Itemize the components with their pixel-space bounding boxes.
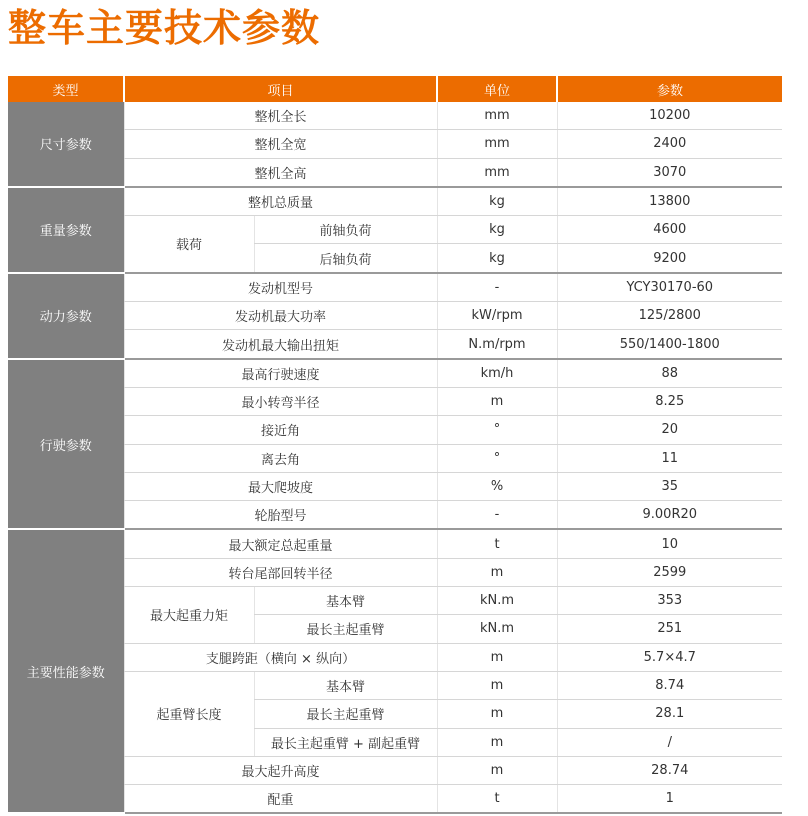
unit-cell: m [437, 558, 557, 586]
value-cell: 353 [557, 587, 782, 615]
table-row [8, 187, 782, 216]
item-cell: 支腿跨距（横向 × 纵向） [124, 643, 437, 671]
value-cell: 20 [557, 416, 782, 444]
item-cell: 离去角 [124, 444, 437, 472]
sub-item-cell: 后轴负荷 [254, 244, 437, 273]
item-cell: 载荷 [124, 216, 254, 273]
item-cell: 最大爬坡度 [124, 472, 437, 500]
item-cell: 发动机型号 [124, 273, 437, 302]
unit-cell: kg [437, 187, 557, 216]
header-type: 类型 [8, 76, 124, 102]
unit-cell: m [437, 756, 557, 784]
value-cell: 13800 [557, 187, 782, 216]
table-row [8, 558, 782, 586]
value-cell: 1 [557, 785, 782, 814]
unit-cell: mm [437, 158, 557, 187]
table-row [8, 302, 782, 330]
table-row [8, 472, 782, 500]
header-item: 项目 [124, 76, 437, 102]
table-row [8, 216, 782, 244]
value-cell: 35 [557, 472, 782, 500]
type-cell: 行驶参数 [8, 359, 124, 530]
value-cell: 125/2800 [557, 302, 782, 330]
unit-cell: m [437, 728, 557, 756]
value-cell: 8.25 [557, 387, 782, 415]
item-cell: 发动机最大功率 [124, 302, 437, 330]
value-cell: 88 [557, 359, 782, 388]
value-cell: / [557, 728, 782, 756]
type-cell: 尺寸参数 [8, 102, 124, 187]
value-cell: 3070 [557, 158, 782, 187]
unit-cell: t [437, 785, 557, 814]
type-cell: 动力参数 [8, 273, 124, 359]
unit-cell: kN.m [437, 615, 557, 643]
page-title: 整车主要技术参数 [8, 6, 321, 50]
unit-cell: t [437, 529, 557, 558]
sub-item-cell: 基本臂 [254, 587, 437, 615]
unit-cell: m [437, 700, 557, 728]
table-row [8, 671, 782, 699]
value-cell: 4600 [557, 216, 782, 244]
unit-cell: kg [437, 244, 557, 273]
header-unit: 单位 [437, 76, 557, 102]
value-cell: 2400 [557, 130, 782, 158]
value-cell: 9.00R20 [557, 501, 782, 530]
sub-item-cell: 最长主起重臂 + 副起重臂 [254, 728, 437, 756]
table-row [8, 501, 782, 530]
unit-cell: kg [437, 216, 557, 244]
value-cell: 2599 [557, 558, 782, 586]
value-cell: 5.7×4.7 [557, 643, 782, 671]
header-row [8, 76, 782, 102]
value-cell: 28.74 [557, 756, 782, 784]
table-row [8, 587, 782, 615]
sub-item-cell: 最长主起重臂 [254, 615, 437, 643]
table-body [8, 102, 782, 813]
value-cell: 10 [557, 529, 782, 558]
item-cell: 发动机最大输出扭矩 [124, 330, 437, 359]
item-cell: 最大额定总起重量 [124, 529, 437, 558]
header-value: 参数 [557, 76, 782, 102]
value-cell: YCY30170-60 [557, 273, 782, 302]
unit-cell: km/h [437, 359, 557, 388]
table-row [8, 529, 782, 558]
table-row [8, 330, 782, 359]
value-cell: 8.74 [557, 671, 782, 699]
unit-cell: ° [437, 416, 557, 444]
item-cell: 整机全宽 [124, 130, 437, 158]
item-cell: 整机总质量 [124, 187, 437, 216]
type-cell: 主要性能参数 [8, 529, 124, 813]
table-row [8, 785, 782, 814]
unit-cell: mm [437, 130, 557, 158]
item-cell: 最大起升高度 [124, 756, 437, 784]
spec-table [8, 76, 782, 814]
unit-cell: - [437, 501, 557, 530]
unit-cell: - [437, 273, 557, 302]
table-row [8, 444, 782, 472]
item-cell: 转台尾部回转半径 [124, 558, 437, 586]
sub-item-cell: 基本臂 [254, 671, 437, 699]
table-row [8, 643, 782, 671]
unit-cell: m [437, 387, 557, 415]
type-cell: 重量参数 [8, 187, 124, 273]
unit-cell: kW/rpm [437, 302, 557, 330]
table-row [8, 416, 782, 444]
table-row [8, 756, 782, 784]
sub-item-cell: 最长主起重臂 [254, 700, 437, 728]
item-cell: 最小转弯半径 [124, 387, 437, 415]
value-cell: 28.1 [557, 700, 782, 728]
unit-cell: ° [437, 444, 557, 472]
item-cell: 整机全高 [124, 158, 437, 187]
item-cell: 最高行驶速度 [124, 359, 437, 388]
unit-cell: mm [437, 102, 557, 130]
item-cell: 整机全长 [124, 102, 437, 130]
item-cell: 最大起重力矩 [124, 587, 254, 644]
value-cell: 251 [557, 615, 782, 643]
unit-cell: N.m/rpm [437, 330, 557, 359]
unit-cell: m [437, 671, 557, 699]
unit-cell: % [437, 472, 557, 500]
sub-item-cell: 前轴负荷 [254, 216, 437, 244]
value-cell: 11 [557, 444, 782, 472]
item-cell: 轮胎型号 [124, 501, 437, 530]
unit-cell: m [437, 643, 557, 671]
unit-cell: kN.m [437, 587, 557, 615]
table-row [8, 102, 782, 130]
item-cell: 接近角 [124, 416, 437, 444]
table-row [8, 130, 782, 158]
table-row [8, 387, 782, 415]
value-cell: 10200 [557, 102, 782, 130]
value-cell: 550/1400-1800 [557, 330, 782, 359]
table-row [8, 359, 782, 388]
item-cell: 配重 [124, 785, 437, 814]
item-cell: 起重臂长度 [124, 671, 254, 756]
table-row [8, 158, 782, 187]
value-cell: 9200 [557, 244, 782, 273]
table-row [8, 273, 782, 302]
